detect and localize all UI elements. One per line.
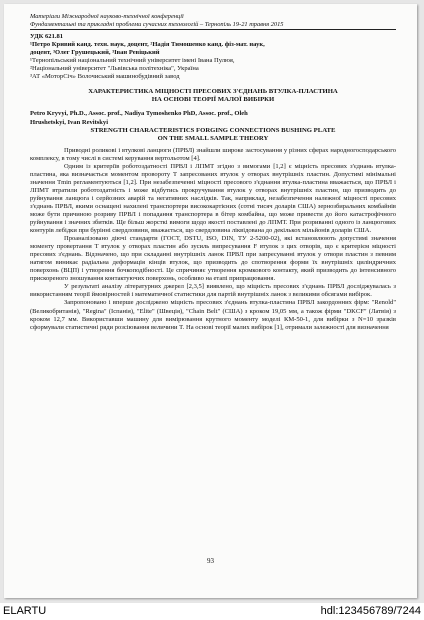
affiliation-line: ²Національний університет "Львівська політехніка", Україна: [30, 65, 199, 73]
document-page: [4, 4, 417, 598]
authors-en: [30, 110, 396, 126]
affiliation-line: ¹Тернопільський національний технічний університет імені Івана Пулюя,: [30, 57, 235, 65]
authors-uk: [30, 41, 396, 57]
affiliations: [30, 57, 396, 81]
paragraph: Проаналізовано діючі стандарти (ГОСТ, DSTU, ISO, DIN, ТУ 2-5200-02), які встановлюють допустимі значення моменту провертання T втулок у отворах пластин або зусиль випресування F втулок з цих отворів, що є критерієм міцності пресових з'єднань. Відзначено, що при складанні внутрішніх ланок ПРВЛ при запресуванні втулок у отвори пластин з певним натягом виникає радіальна деформація кінців втулок, що призводить до спотворення форми їх внутрішніх циліндричних поверхонь (ВЦП) і утворення бочкоподібності. Це спричиняє утворення кромкового контакту, який призводить до інтенсивного прискореного зношування контактуючих поверхонь, особливо на етапі припрацювання.: [30, 235, 396, 283]
conference-header-line2: Фундаментальні та прикладні проблеми сучасних технологій – Тернопіль 19-21 травня 2015: [30, 21, 396, 31]
paragraph: Приводні роликові і втулкові ланцюги (ПРВЛ) знайшли широке застосування у різних сферах народногосподарського комплексу, в тому числі в системі керування вертольотом [4].: [30, 146, 396, 162]
footer-bar: [0, 603, 424, 620]
authors-uk-line: ¹Петро Кривий канд. техн. наук, доцент, ²Надія Тимошенко канд. фіз-мат. наук,: [30, 41, 265, 49]
repository-name: ELARTU: [3, 605, 47, 617]
title-en-line: ON THE SMALL SAMPLE THEORY: [157, 134, 269, 142]
paragraph: У результаті аналізу літературних джерел [2,3,5] виявлено, що міцність пресових з'єднань ПРВЛ досліджувалась з використанням теорії ймовірностей і математичної статистики для партій внутрішніх ланок з великими обсягами вибірок.: [30, 283, 396, 299]
handle-link[interactable]: hdl:123456789/7244: [320, 605, 421, 617]
paragraph: Запропоновано і вперше досліджено міцність пресових з'єднань втулка-пластина ПРВЛ закордонних фірм: "Renold" (Великобританія), "Regina" (Іспанія), "Elite" (Швеція), "Chain Belt" (США) з кроком 19,05 мм, а також фірми "DKCF" (Латвія) з кроком 12,7 мм. Використавши машину для вимірювання крутного моменту моделі КМ-50-1, для вибірки з N=10 зразків сформували статистичні ряди розсіювання величини T. На основі теорії малих вибірок [1], отримали залежності для визначення: [30, 299, 396, 331]
page-number: 93: [207, 557, 214, 565]
page-content: [30, 13, 396, 332]
body-text: [30, 147, 396, 332]
paragraph: Одним із критеріїв роботоздатності ПРВЛ і ЛПМТ згідно з вимогами [1,2] є міцність пресових з'єднань втулка-пластина, яка визначається моментом провороту T запресованих втулок у отворах внутрішніх пластин. Допустимі мінімальні значення Tmin регламентуються [1,2]. При незабезпеченні міцності пресового з'єднання втулка-пластина вважається, що ПРВЛ і ЛПМТ втратили роботоздатність і може відбутись прокручування втулок у отворах внутрішніх пластин, що призводить до руйнування ланцюга і серйозних аварій та негативних наслідків. Так, наприклад, незабезпечення належної міцності пресових з'єднань ПРВЛ, якими оснащені нахилені транспортери висококартієних (сотні тисяч доларів США) зернозбиральних комбайнів може бути причиною розриву ПРВЛ і попадання транспортера в бітер комбайна, що може привести до його катастрофічного руйнування і значних збитків. Ще більш жорсткі вимоги щодо якості поставлені до ЛПМТ. При розриванні одного із ланцюгових контурів лебідки при бурінні свердловини, вважається, що свердловина ліквідована до декількох мільйонів доларів США.: [30, 162, 396, 235]
authors-uk-line: доцент, ³Олег Грушецький, ³Іван Ревіцький: [30, 49, 160, 57]
authors-en-line: Hrushetskyi, Ivan Revitskyi: [30, 118, 109, 126]
title-uk-line: ХАРАКТЕРИСТИКА МІЦНОСТІ ПРЕСОВИХ З'ЄДНАНЬ ВТУЛКА-ПЛАСТИНА: [88, 88, 338, 96]
title-uk-line: НА ОСНОВІ ТЕОРІЇ МАЛОЇ ВИБІРКИ: [151, 96, 275, 104]
udk-code: УДК 621.81: [30, 33, 64, 41]
affiliation-line: ³АТ «МоторСіч» Волочиський машинобудівний завод: [30, 73, 180, 81]
conference-header-line1: Матеріали Міжнародної науково-технічної конференції: [30, 13, 184, 20]
title-en-line: STRENGTH CHARACTERISTICS FORGING CONNECTIONS BUSHING PLATE: [90, 126, 336, 134]
authors-en-line: Petro Kryvyi, Ph.D., Assoc. prof., Nadiya Tymoshenko PhD, Assoc. prof., Oleh: [30, 110, 248, 118]
title-uk: [30, 88, 396, 104]
title-en: [30, 127, 396, 143]
